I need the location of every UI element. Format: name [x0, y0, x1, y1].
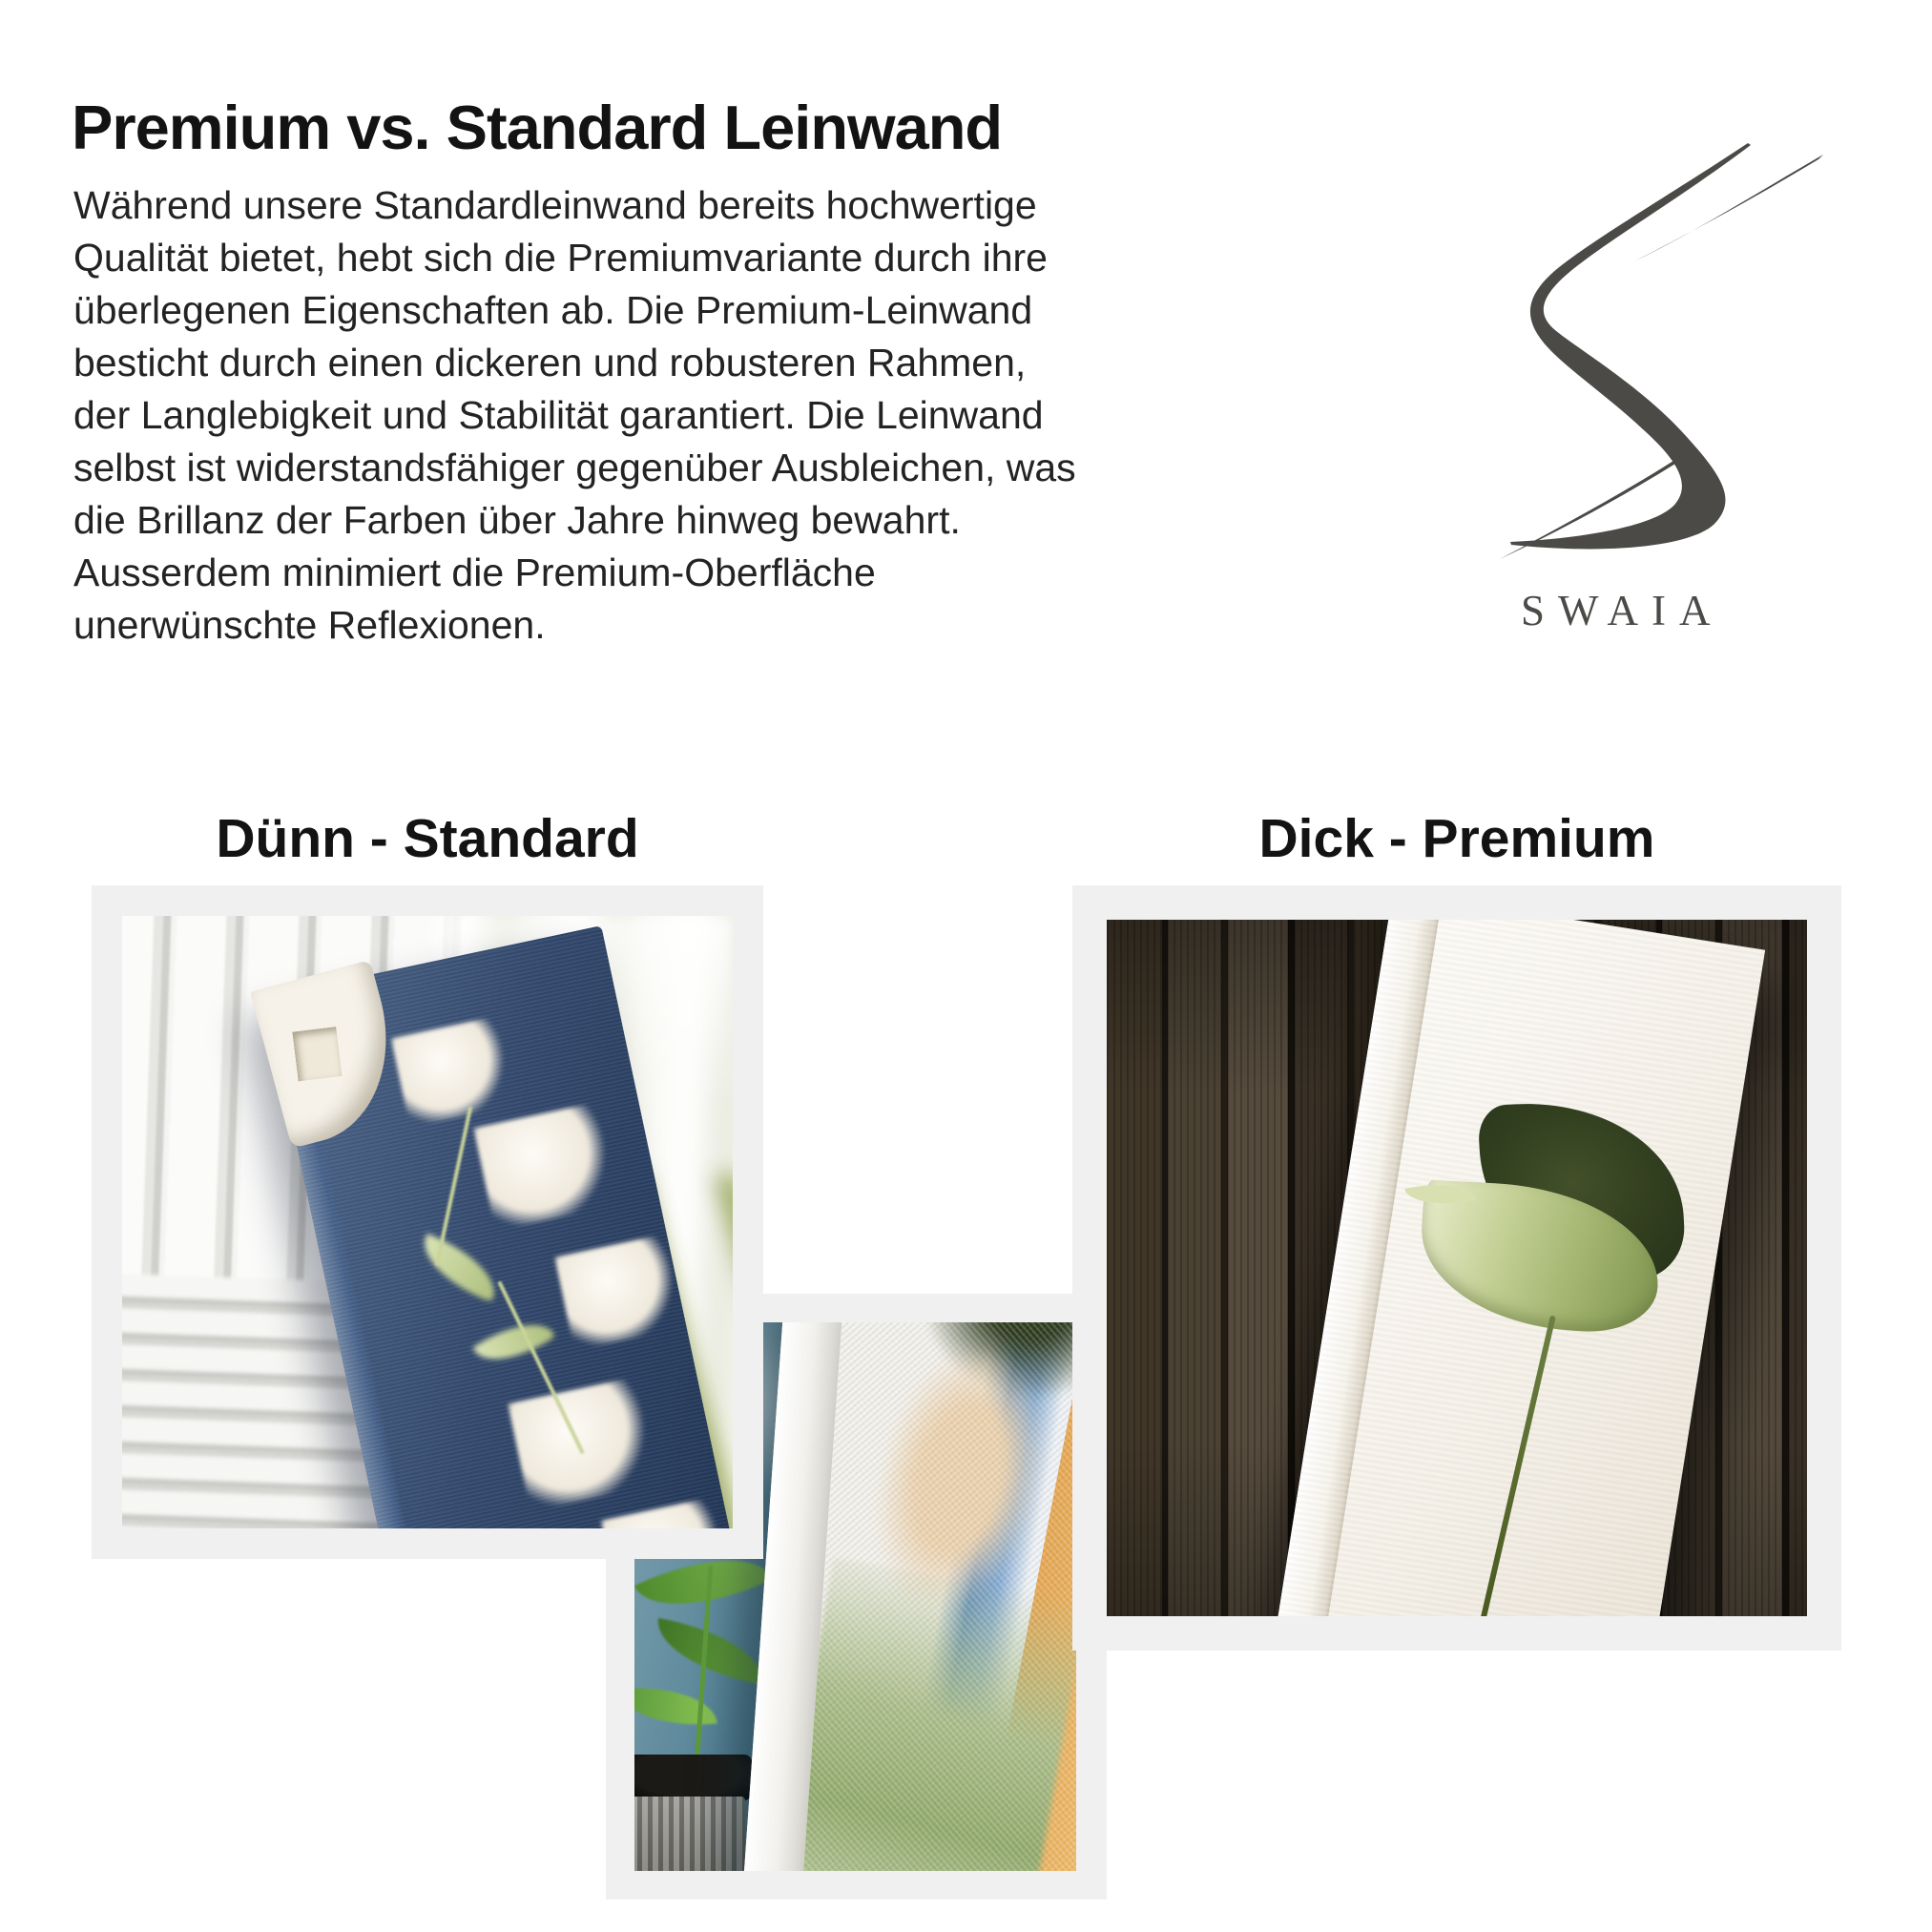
page-title: Premium vs. Standard Leinwand: [72, 93, 1003, 162]
intro-paragraph: [73, 179, 1076, 652]
canvas-print-face: [799, 1322, 1076, 1871]
intro-line: der Langlebigkeit und Stabilität garantiert. Die Leinwand: [73, 393, 1044, 437]
premium-canvas-photo: [1107, 920, 1807, 1616]
swaia-wordmark: SWAIA: [1521, 587, 1724, 634]
plant-leaf: [634, 1681, 717, 1733]
intro-line: Qualität bietet, hebt sich die Premiumvariante durch ihre: [73, 236, 1048, 280]
intro-line: besticht durch einen dickeren und robusteren Rahmen,: [73, 341, 1027, 384]
canvas-weave-texture: [799, 1322, 1076, 1871]
intro-line: überlegenen Eigenschaften ab. Die Premium-Leinwand: [73, 288, 1033, 332]
standard-section-heading: Dünn - Standard: [216, 808, 639, 869]
pot-body: [634, 1797, 745, 1871]
premium-card: [1072, 885, 1841, 1651]
plant-pot: [634, 1755, 752, 1871]
standard-canvas-photo: [122, 916, 733, 1528]
swaia-s-logo-icon: [1498, 143, 1827, 563]
pot-rim: [634, 1755, 752, 1800]
printed-canvas: [740, 1322, 1076, 1871]
plant-leaf: [651, 1618, 772, 1685]
intro-line: unerwünschte Reflexionen.: [73, 603, 546, 647]
intro-line: die Brillanz der Farben über Jahre hinweg bewahrt.: [73, 498, 961, 542]
standard-card: [92, 885, 763, 1559]
intro-line: Ausserdem minimiert die Premium-Oberfläche: [73, 551, 876, 594]
corner-fold-notch: [292, 1027, 342, 1081]
intro-line: Während unsere Standardleinwand bereits hochwertige: [73, 183, 1037, 227]
premium-section-heading: Dick - Premium: [1258, 808, 1655, 869]
intro-line: selbst ist widerstandsfähiger gegenüber Ausbleichen, was: [73, 446, 1076, 489]
